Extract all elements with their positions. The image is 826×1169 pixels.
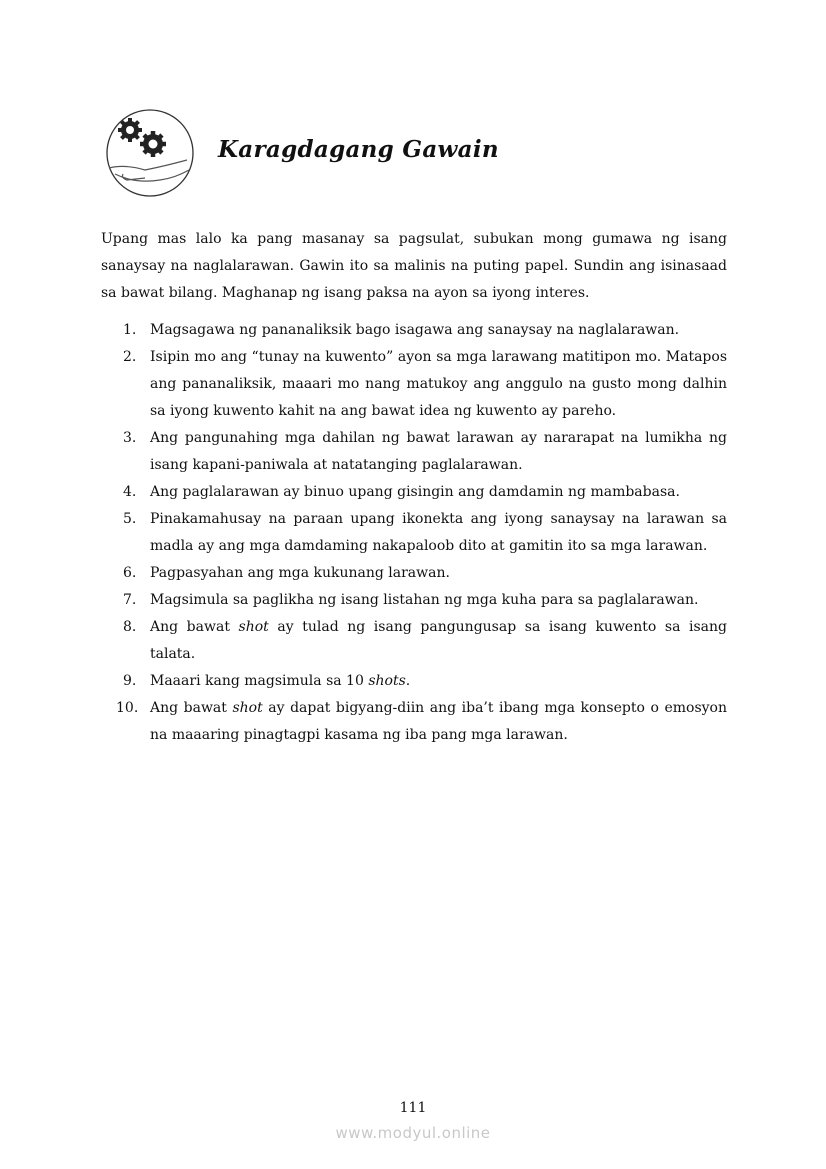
section-title: Karagdagang Gawain bbox=[218, 136, 499, 163]
list-item bbox=[101, 668, 727, 695]
list-item bbox=[101, 506, 727, 560]
item-number: 8. bbox=[123, 619, 137, 635]
item-text: Isipin mo ang “tunay na kuwento” ayon sa mga larawang matitipon mo. Matapos ang pananaliksik, maaari mo nang matukoy ang anggulo na gusto mong dalhin sa iyong kuwento kahit na ang bawat idea ng kuwento ay pareho. bbox=[150, 349, 727, 419]
item-text: Ang bawat bbox=[150, 700, 233, 716]
item-text: ay dapat bigyang-diin ang iba’t ibang mga konsepto o emosyon na maaaring pinagtagpi kasama ng iba pang mga larawan. bbox=[150, 700, 727, 743]
list-item bbox=[101, 317, 727, 344]
item-italic-term: shots bbox=[368, 673, 406, 689]
watermark: www.modyul.online bbox=[335, 1124, 491, 1142]
gears-on-hand-icon bbox=[105, 108, 195, 198]
list-item bbox=[101, 587, 727, 614]
item-text: Maaari kang magsimula sa 10 bbox=[150, 673, 369, 689]
item-text: Ang paglalarawan ay binuo upang gisingin ang damdamin ng mambabasa. bbox=[150, 484, 680, 500]
list-item bbox=[101, 479, 727, 506]
page-number: 111 bbox=[399, 1100, 427, 1116]
item-number: 9. bbox=[123, 673, 137, 689]
list-item bbox=[101, 344, 727, 425]
item-number: 6. bbox=[123, 565, 137, 581]
item-text: . bbox=[405, 673, 411, 689]
item-text: Pagpasyahan ang mga kukunang larawan. bbox=[150, 565, 450, 581]
item-number: 5. bbox=[123, 511, 137, 527]
item-text: Pinakamahusay na paraan upang ikonekta ang iyong sanaysay na larawan sa madla ay ang mga damdaming nakapaloob dito at gamitin ito sa mga larawan. bbox=[150, 511, 727, 554]
intro-paragraph: Upang mas lalo ka pang masanay sa pagsulat, subukan mong gumawa ng isang sanaysay na naglalarawan. Gawin ito sa malinis na puting papel. Sundin ang isinasaad sa bawat bilang. Maghanap ng isang paksa na ayon sa iyong interes. bbox=[101, 231, 727, 301]
item-text: Magsimula sa paglikha ng isang listahan ng mga kuha para sa paglalarawan. bbox=[150, 592, 699, 608]
item-number: 2. bbox=[123, 349, 137, 365]
item-number: 4. bbox=[123, 484, 137, 500]
item-number: 3. bbox=[123, 430, 137, 446]
item-text: Ang pangunahing mga dahilan ng bawat larawan ay nararapat na lumikha ng isang kapani-paniwala at natatanging paglalarawan. bbox=[150, 430, 727, 473]
item-text: Magsagawa ng pananaliksik bago isagawa ang sanaysay na naglalarawan. bbox=[150, 322, 680, 338]
item-italic-term: shot bbox=[238, 619, 269, 635]
activity-content bbox=[101, 226, 727, 749]
item-number: 1. bbox=[123, 322, 137, 338]
list-item bbox=[101, 614, 727, 668]
list-item bbox=[101, 560, 727, 587]
item-italic-term: shot bbox=[232, 700, 263, 716]
item-text: Ang bawat bbox=[150, 619, 239, 635]
list-item bbox=[101, 425, 727, 479]
item-number: 7. bbox=[123, 592, 137, 608]
list-item bbox=[101, 695, 727, 749]
item-text: ay tulad ng isang pangungusap sa isang kuwento sa isang talata. bbox=[150, 619, 727, 662]
item-number: 10. bbox=[116, 700, 139, 716]
instruction-list bbox=[101, 317, 727, 749]
